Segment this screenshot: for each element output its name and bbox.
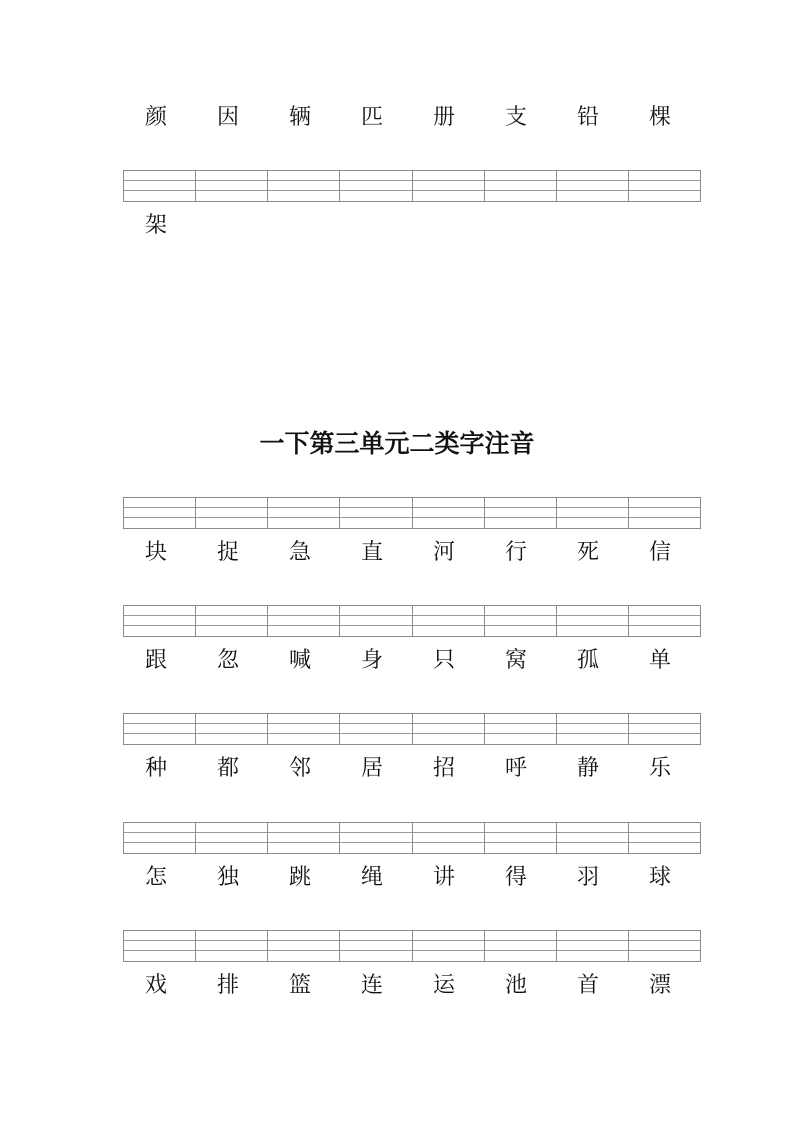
pinyin-cell [413, 498, 485, 528]
pinyin-cell [268, 171, 340, 201]
pinyin-cell [340, 823, 412, 853]
char-row [120, 537, 700, 569]
pinyin-cell [196, 498, 268, 528]
char: 连 [360, 973, 383, 998]
char: 直 [360, 540, 383, 565]
char-row-top [120, 102, 700, 134]
char-row [120, 645, 700, 677]
char: 居 [360, 756, 383, 781]
char: 死 [576, 540, 599, 565]
char: 池 [504, 973, 527, 998]
char: 招 [432, 756, 455, 781]
char: 河 [432, 540, 455, 565]
pinyin-cell [557, 714, 629, 744]
pinyin-cell [340, 606, 412, 636]
pinyin-cell [413, 171, 485, 201]
char: 戏 [144, 973, 167, 998]
char: 邻 [288, 756, 311, 781]
char: 都 [216, 756, 239, 781]
pinyin-cell [413, 931, 485, 961]
pinyin-cell [557, 823, 629, 853]
char: 颜 [144, 105, 167, 130]
char: 得 [504, 865, 527, 890]
char: 漂 [648, 973, 671, 998]
char: 匹 [360, 105, 383, 130]
pinyin-cell [124, 823, 196, 853]
pinyin-cell [268, 714, 340, 744]
pinyin-cell [413, 714, 485, 744]
char: 支 [504, 105, 527, 130]
char: 讲 [432, 865, 455, 890]
char: 因 [216, 105, 239, 130]
pinyin-cell [485, 714, 557, 744]
pinyin-cell [557, 606, 629, 636]
pinyin-grid [123, 605, 701, 637]
char-row [120, 970, 700, 1002]
pinyin-cell [124, 714, 196, 744]
pinyin-grid [123, 713, 701, 745]
pinyin-cell [196, 931, 268, 961]
char: 喊 [288, 648, 311, 673]
char-row [120, 753, 700, 785]
char: 球 [648, 865, 671, 890]
char-row [120, 862, 700, 894]
pinyin-cell [196, 606, 268, 636]
char: 排 [216, 973, 239, 998]
pinyin-cell [485, 606, 557, 636]
char: 块 [144, 540, 167, 565]
page-title: 一下第三单元二类字注音 [259, 429, 535, 458]
pinyin-cell [629, 498, 700, 528]
pinyin-cell [485, 171, 557, 201]
pinyin-cell [268, 498, 340, 528]
char: 忽 [216, 648, 239, 673]
char: 静 [576, 756, 599, 781]
pinyin-grid [123, 497, 701, 529]
pinyin-grid-top [123, 170, 701, 202]
char: 跳 [288, 865, 311, 890]
pinyin-cell [124, 606, 196, 636]
char: 窝 [504, 648, 527, 673]
char: 篮 [288, 973, 311, 998]
pinyin-cell [413, 823, 485, 853]
char: 信 [648, 540, 671, 565]
char: 身 [360, 648, 383, 673]
pinyin-cell [485, 823, 557, 853]
pinyin-cell [629, 823, 700, 853]
char-row-tail [120, 210, 700, 242]
pinyin-cell [557, 931, 629, 961]
char: 运 [432, 973, 455, 998]
char: 独 [216, 865, 239, 890]
pinyin-cell [196, 714, 268, 744]
pinyin-cell [196, 823, 268, 853]
char: 怎 [144, 865, 167, 890]
pinyin-cell [485, 498, 557, 528]
pinyin-cell [196, 171, 268, 201]
char: 急 [288, 540, 311, 565]
char: 单 [648, 648, 671, 673]
pinyin-cell [124, 171, 196, 201]
char: 架 [144, 213, 167, 238]
char: 铅 [576, 105, 599, 130]
pinyin-cell [268, 606, 340, 636]
pinyin-cell [124, 931, 196, 961]
char: 种 [144, 756, 167, 781]
pinyin-cell [629, 714, 700, 744]
char: 棵 [648, 105, 671, 130]
pinyin-cell [340, 714, 412, 744]
char: 乐 [648, 756, 671, 781]
pinyin-cell [629, 606, 700, 636]
pinyin-cell [268, 823, 340, 853]
char: 孤 [576, 648, 599, 673]
pinyin-cell [340, 931, 412, 961]
pinyin-cell [557, 171, 629, 201]
pinyin-cell [557, 498, 629, 528]
pinyin-cell [629, 171, 700, 201]
pinyin-grid [123, 822, 701, 854]
pinyin-cell [629, 931, 700, 961]
char: 跟 [144, 648, 167, 673]
pinyin-cell [268, 931, 340, 961]
pinyin-cell [124, 498, 196, 528]
char: 呼 [504, 756, 527, 781]
char: 首 [576, 973, 599, 998]
pinyin-cell [485, 931, 557, 961]
char: 辆 [288, 105, 311, 130]
char: 羽 [576, 865, 599, 890]
char: 册 [432, 105, 455, 130]
char: 捉 [216, 540, 239, 565]
pinyin-cell [340, 498, 412, 528]
pinyin-grid [123, 930, 701, 962]
char: 行 [504, 540, 527, 565]
char: 只 [432, 648, 455, 673]
pinyin-cell [413, 606, 485, 636]
char: 绳 [360, 865, 383, 890]
pinyin-cell [340, 171, 412, 201]
